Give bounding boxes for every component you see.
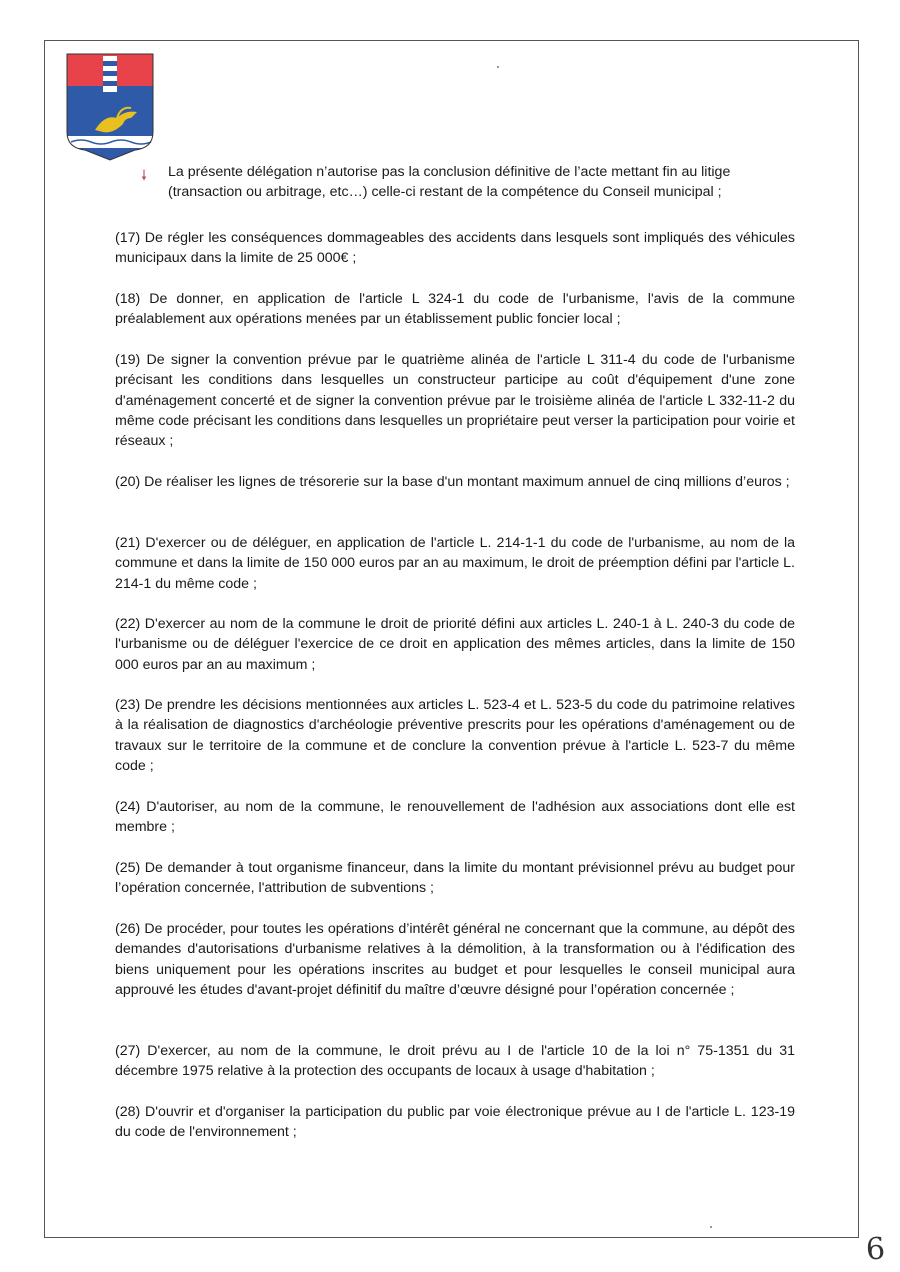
handwritten-page-number: 6 — [864, 1231, 887, 1268]
paragraph-21: (21) D'exercer ou de déléguer, en application de l'article L. 214-1-1 du code de l'urbanisme, au nom de la commune et dans la limite de 150 000 euros par an au maximum, le droit de préemption défini par l'article L. 214-1 du même code ; — [115, 535, 795, 592]
paragraph-20: (20) De réaliser les lignes de trésorerie sur la base d'un montant maximum annuel de cinq millions d’euros ; — [115, 474, 790, 490]
bullet-text: La présente délégation n’autorise pas la conclusion définitive de l’acte mettant fin au litige (transaction ou arbitrage, etc…) celle-ci restant de la compétence du Conseil municipal ; — [168, 164, 731, 200]
coat-of-arms-icon — [65, 52, 155, 164]
paragraph-23: (23) De prendre les décisions mentionnées aux articles L. 523-4 et L. 523-5 du code du patrimoine relatives à la réalisation de diagnostics d'archéologie préventive prescrits pour les opérations d'aménagement ou de travaux sur le territoire de la commune et de conclure la convention prévue à l'article L. 523-7 du même code ; — [115, 697, 795, 774]
scan-speck — [710, 1226, 712, 1228]
paragraph-18: (18) De donner, en application de l'article L 324-1 du code de l'urbanisme, l'avis de la commune préalablement aux opérations menées par un établissement public foncier local ; — [115, 291, 795, 328]
paragraph-28: (28) D'ouvrir et d'organiser la participation du public par voie électronique prévue au I de l'article L. 123-19 du code de l'environnement ; — [115, 1104, 795, 1141]
paragraph-25: (25) De demander à tout organisme financeur, dans la limite du montant prévisionnel prévu au budget pour l’opération concernée, l'attribution de subventions ; — [115, 860, 795, 897]
paragraph-19: (19) De signer la convention prévue par le quatrième alinéa de l'article L 311-4 du code de l'urbanisme précisant les conditions dans lesquelles un constructeur participe au coût d'équipement d'une zone d'aménagement concerté et de signer la convention prévue par le troisième alinéa de l'article L 332-11-2 du même code précisant les conditions dans lesquelles un propriétaire peut verser la participation pour voirie et réseaux ; — [115, 352, 795, 450]
paragraph-22: (22) D'exercer au nom de la commune le droit de priorité défini aux articles L. 240-1 à L. 240-3 du code de l'urbanisme ou de déléguer l'exercice de ce droit en application des mêmes articles, dans la limite de 150 000 euros par an au maximum ; — [115, 616, 795, 673]
paragraph-27: (27) D'exercer, au nom de la commune, le droit prévu au I de l'article 10 de la loi n° 75-1351 du 31 décembre 1975 relative à la protection des occupants de locaux à usage d'habitation ; — [115, 1043, 795, 1080]
paragraph-24: (24) D'autoriser, au nom de la commune, le renouvellement de l'adhésion aux associations dont elle est membre ; — [115, 799, 795, 836]
scan-speck — [497, 66, 499, 68]
arrow-down-bullet-icon: 🠗 — [141, 167, 148, 183]
paragraph-26: (26) De procéder, pour toutes les opérations d’intérêt général ne concernant que la commune, au dépôt des demandes d'autorisations d'urbanisme relatives à la démolition, à la transformation ou à l'édification des biens uniquement pour les opérations inscrites au budget et pour lesquelles le conseil municipal aura approuvé les études d'avant-projet définitif du maître d’œuvre désigné pour l’opération concernée ; — [115, 921, 795, 998]
bullet-item — [143, 162, 803, 202]
paragraph-17: (17) De régler les conséquences dommageables des accidents dans lesquels sont impliqués des véhicules municipaux dans la limite de 25 000€ ; — [115, 230, 795, 267]
